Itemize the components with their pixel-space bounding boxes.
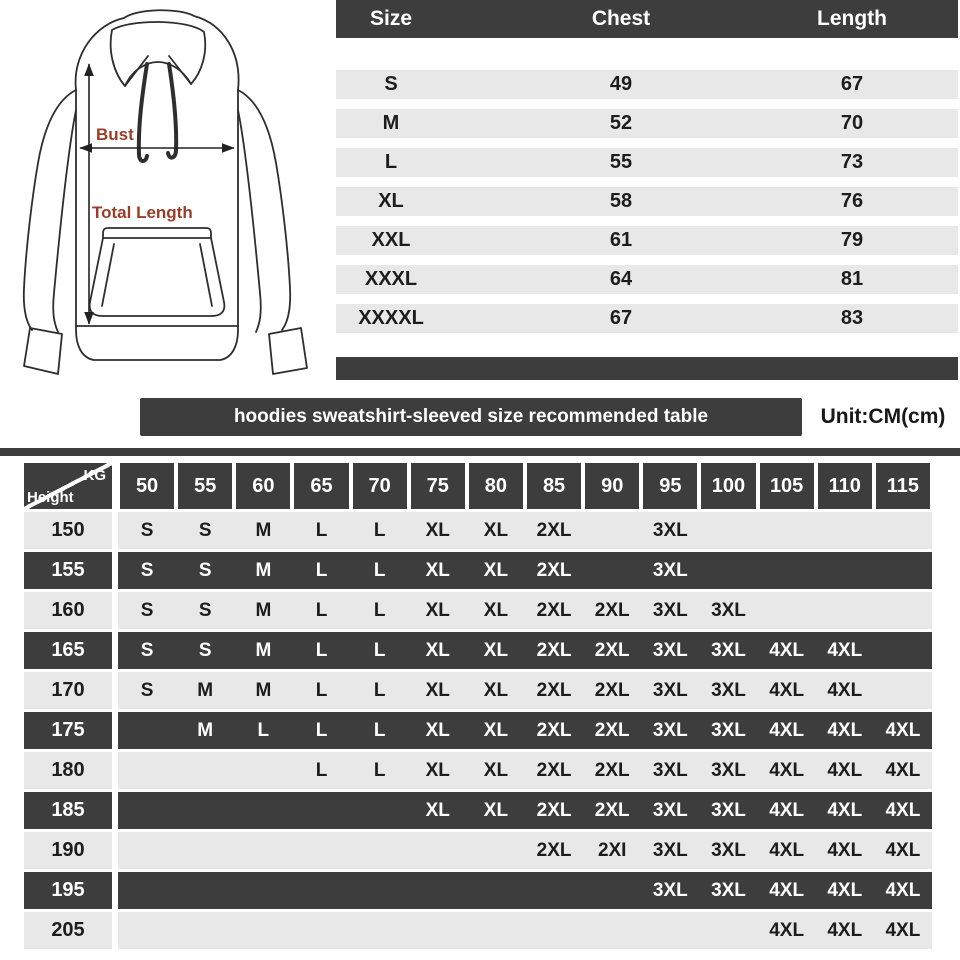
size-recommendation-cell: L xyxy=(351,752,409,789)
size-table-row-S xyxy=(336,70,958,99)
size-recommendation-cell xyxy=(176,872,234,909)
size-recommendation-cell: 3XL xyxy=(699,632,757,669)
size-recommendation-cell: S xyxy=(176,512,234,549)
recommendation-header-row xyxy=(24,463,932,509)
size-recommendation-cell: 3XL xyxy=(641,592,699,629)
size-recommendation-cell xyxy=(118,752,176,789)
size-recommendation-cell: M xyxy=(234,632,292,669)
total-length-label: Total Length xyxy=(92,203,193,222)
size-recommendation-cell xyxy=(118,912,176,949)
size-recommendation-cell: 3XL xyxy=(641,632,699,669)
size-recommendation-cell xyxy=(409,872,467,909)
size-recommendation-cell xyxy=(699,912,757,949)
corner-height-label: Height xyxy=(27,489,74,506)
size-recommendation-cell: 2XL xyxy=(583,672,641,709)
recommendation-row-170 xyxy=(24,672,932,709)
size-recommendation-cell xyxy=(234,872,292,909)
recommendation-table xyxy=(24,463,932,949)
size-recommendation-cell: XL xyxy=(467,632,525,669)
size-recommendation-cell: S xyxy=(176,632,234,669)
column-header-length: Length xyxy=(817,7,887,30)
size-recommendation-cell xyxy=(292,872,350,909)
height-cell: 185 xyxy=(24,792,112,829)
size-recommendation-cell: XL xyxy=(409,792,467,829)
kg-column-header-70: 70 xyxy=(351,463,409,509)
size-recommendation-cell: XL xyxy=(409,672,467,709)
size-recommendation-cell: 4XL xyxy=(874,792,932,829)
size-recommendation-cell: L xyxy=(351,712,409,749)
size-recommendation-cell: 2XL xyxy=(525,632,583,669)
size-recommendation-cell: 3XL xyxy=(641,712,699,749)
size-recommendation-cell: XL xyxy=(467,752,525,789)
size-recommendation-cell: 3XL xyxy=(699,712,757,749)
size-recommendation-cell xyxy=(641,912,699,949)
kg-column-header-85: 85 xyxy=(525,463,583,509)
size-recommendation-cell xyxy=(699,512,757,549)
size-recommendation-cell: XL xyxy=(409,552,467,589)
size-recommendation-cell: 4XL xyxy=(758,832,816,869)
size-recommendation-cell xyxy=(874,552,932,589)
size-recommendation-cell: L xyxy=(292,552,350,589)
size-recommendation-cell: L xyxy=(234,712,292,749)
size-recommendation-cell xyxy=(525,912,583,949)
size-recommendation-cell: 3XL xyxy=(641,752,699,789)
size-recommendation-cell xyxy=(758,552,816,589)
size-recommendation-cell xyxy=(234,832,292,869)
height-cell: 170 xyxy=(24,672,112,709)
chest-cell: 52 xyxy=(609,112,633,134)
column-header-chest: Chest xyxy=(591,7,651,30)
size-recommendation-cell: 4XL xyxy=(758,752,816,789)
size-recommendation-cell: XL xyxy=(409,712,467,749)
recommendation-row-180 xyxy=(24,752,932,789)
size-recommendation-cell: 3XL xyxy=(699,872,757,909)
length-cell: 73 xyxy=(840,151,864,173)
size-recommendation-cell: XL xyxy=(467,792,525,829)
size-recommendation-cell xyxy=(816,552,874,589)
size-table-row-XL xyxy=(336,187,958,216)
size-recommendation-cell: 2XL xyxy=(583,592,641,629)
kg-column-header-105: 105 xyxy=(758,463,816,509)
size-recommendation-cell: 3XL xyxy=(699,672,757,709)
height-cell: 155 xyxy=(24,552,112,589)
length-cell: 70 xyxy=(840,112,864,134)
size-recommendation-cell: L xyxy=(351,632,409,669)
size-recommendation-cell xyxy=(234,912,292,949)
length-cell: 81 xyxy=(840,268,864,290)
size-recommendation-cell: 4XL xyxy=(874,912,932,949)
size-recommendation-cell xyxy=(816,512,874,549)
corner-kg-label: KG xyxy=(83,467,106,484)
size-recommendation-cell xyxy=(351,912,409,949)
kg-column-header-90: 90 xyxy=(583,463,641,509)
kg-column-header-80: 80 xyxy=(467,463,525,509)
size-recommendation-cell xyxy=(292,912,350,949)
size-recommendation-cell: 3XL xyxy=(641,792,699,829)
size-recommendation-cell xyxy=(351,872,409,909)
size-recommendation-cell: S xyxy=(176,592,234,629)
size-recommendation-cell: L xyxy=(351,672,409,709)
height-cell: 175 xyxy=(24,712,112,749)
recommendation-row-150 xyxy=(24,512,932,549)
size-recommendation-cell: S xyxy=(176,552,234,589)
size-recommendation-cell: 2XL xyxy=(525,752,583,789)
size-recommendation-cell xyxy=(874,632,932,669)
size-recommendation-cell: XL xyxy=(467,712,525,749)
size-recommendation-cell: 3XL xyxy=(699,792,757,829)
size-table-row-XXL xyxy=(336,226,958,255)
size-recommendation-cell xyxy=(467,872,525,909)
size-recommendation-cell xyxy=(525,872,583,909)
height-cell: 190 xyxy=(24,832,112,869)
size-recommendation-cell: M xyxy=(234,512,292,549)
size-cell: XXXXL xyxy=(358,307,424,329)
chest-cell: 49 xyxy=(609,73,633,95)
kg-column-header-50: 50 xyxy=(118,463,176,509)
size-recommendation-cell: 2XI xyxy=(583,832,641,869)
size-recommendation-cell: XL xyxy=(409,592,467,629)
unit-label: Unit:CM(cm) xyxy=(820,405,946,428)
size-recommendation-cell: 4XL xyxy=(758,792,816,829)
size-recommendation-cell xyxy=(467,912,525,949)
length-cell: 76 xyxy=(840,190,864,212)
kg-column-header-65: 65 xyxy=(292,463,350,509)
kg-column-header-95: 95 xyxy=(641,463,699,509)
size-recommendation-cell: M xyxy=(234,592,292,629)
size-recommendation-cell: L xyxy=(292,632,350,669)
recommendation-row-160 xyxy=(24,592,932,629)
chest-cell: 55 xyxy=(609,151,633,173)
size-recommendation-cell: S xyxy=(118,592,176,629)
size-recommendation-cell: 4XL xyxy=(816,672,874,709)
height-cell: 160 xyxy=(24,592,112,629)
size-recommendation-cell: M xyxy=(234,552,292,589)
chest-cell: 67 xyxy=(609,307,633,329)
size-recommendation-cell: 3XL xyxy=(641,512,699,549)
size-recommendation-cell xyxy=(874,672,932,709)
size-recommendation-cell: 2XL xyxy=(525,512,583,549)
length-cell: 79 xyxy=(840,229,864,251)
size-recommendation-cell xyxy=(758,592,816,629)
corner-cell-kg-height xyxy=(24,463,112,509)
size-recommendation-cell: 4XL xyxy=(816,792,874,829)
size-cell: S xyxy=(384,73,398,95)
height-cell: 205 xyxy=(24,912,112,949)
size-recommendation-cell: XL xyxy=(409,632,467,669)
size-recommendation-cell: S xyxy=(118,552,176,589)
size-table-row-XXXL xyxy=(336,265,958,294)
size-recommendation-cell: 2XL xyxy=(525,552,583,589)
size-recommendation-cell: S xyxy=(118,512,176,549)
size-recommendation-cell xyxy=(118,832,176,869)
size-recommendation-cell xyxy=(758,512,816,549)
size-recommendation-cell xyxy=(176,752,234,789)
kg-column-header-55: 55 xyxy=(176,463,234,509)
size-table-bottom-bar xyxy=(336,357,958,380)
size-recommendation-cell: 3XL xyxy=(641,672,699,709)
size-recommendation-cell xyxy=(583,512,641,549)
size-recommendation-cell: M xyxy=(234,672,292,709)
recommendation-row-155 xyxy=(24,552,932,589)
hoodie-outline xyxy=(24,10,307,374)
size-recommendation-cell: 4XL xyxy=(816,832,874,869)
recommendation-row-185 xyxy=(24,792,932,829)
size-recommendation-cell: 4XL xyxy=(758,672,816,709)
size-recommendation-cell: XL xyxy=(467,552,525,589)
size-recommendation-cell: 4XL xyxy=(874,712,932,749)
size-recommendation-cell: 2XL xyxy=(525,832,583,869)
size-cell: XXXL xyxy=(364,268,418,290)
size-recommendation-cell: XL xyxy=(467,512,525,549)
height-cell: 150 xyxy=(24,512,112,549)
kg-column-header-60: 60 xyxy=(234,463,292,509)
size-recommendation-cell: 2XL xyxy=(525,672,583,709)
size-recommendation-cell xyxy=(351,792,409,829)
length-cell: 67 xyxy=(840,73,864,95)
height-cell: 195 xyxy=(24,872,112,909)
height-cell: 165 xyxy=(24,632,112,669)
recommendation-row-165 xyxy=(24,632,932,669)
size-recommendation-cell: 4XL xyxy=(874,872,932,909)
size-recommendation-cell xyxy=(118,792,176,829)
size-recommendation-cell: 3XL xyxy=(641,872,699,909)
kg-column-header-100: 100 xyxy=(699,463,757,509)
kg-column-header-110: 110 xyxy=(816,463,874,509)
banner-title: hoodies sweatshirt-sleeved size recommended table xyxy=(140,398,802,436)
size-recommendation-cell: L xyxy=(292,512,350,549)
size-recommendation-cell: L xyxy=(292,592,350,629)
size-recommendation-cell xyxy=(118,712,176,749)
size-table-row-M xyxy=(336,109,958,138)
size-recommendation-cell xyxy=(118,872,176,909)
size-recommendation-cell xyxy=(176,832,234,869)
size-recommendation-cell xyxy=(292,832,350,869)
size-recommendation-cell xyxy=(583,552,641,589)
size-recommendation-cell: 4XL xyxy=(874,832,932,869)
size-cell: L xyxy=(384,151,398,173)
size-recommendation-cell: 3XL xyxy=(641,832,699,869)
size-recommendation-cell xyxy=(874,592,932,629)
size-cell: M xyxy=(382,112,400,134)
size-recommendation-cell: 4XL xyxy=(874,752,932,789)
size-recommendation-cell: 3XL xyxy=(699,752,757,789)
size-cell: XXL xyxy=(371,229,411,251)
height-cell: 180 xyxy=(24,752,112,789)
size-recommendation-cell: 2XL xyxy=(525,712,583,749)
recommendation-row-175 xyxy=(24,712,932,749)
size-recommendation-cell xyxy=(583,872,641,909)
size-recommendation-cell xyxy=(176,912,234,949)
size-recommendation-cell: L xyxy=(292,712,350,749)
size-recommendation-cell: 2XL xyxy=(583,792,641,829)
size-recommendation-cell xyxy=(234,792,292,829)
size-recommendation-cell: L xyxy=(351,592,409,629)
size-table-row-XXXXL xyxy=(336,304,958,333)
size-table-row-L xyxy=(336,148,958,177)
size-recommendation-cell: S xyxy=(118,632,176,669)
size-recommendation-cell xyxy=(351,832,409,869)
size-recommendation-cell: 3XL xyxy=(699,592,757,629)
size-recommendation-cell: XL xyxy=(409,752,467,789)
size-recommendation-cell xyxy=(176,792,234,829)
size-recommendation-cell: M xyxy=(176,672,234,709)
size-table-header-bar xyxy=(336,0,958,38)
column-header-size: Size xyxy=(369,7,413,30)
size-recommendation-cell: 2XL xyxy=(583,712,641,749)
size-recommendation-cell: 3XL xyxy=(641,552,699,589)
section-divider-bar xyxy=(0,448,960,456)
size-recommendation-cell: 4XL xyxy=(758,912,816,949)
size-recommendation-cell xyxy=(409,832,467,869)
size-recommendation-cell: 4XL xyxy=(758,712,816,749)
size-recommendation-cell xyxy=(583,912,641,949)
size-recommendation-cell: 2XL xyxy=(583,752,641,789)
recommendation-row-205 xyxy=(24,912,932,949)
size-recommendation-cell xyxy=(467,832,525,869)
size-recommendation-cell: L xyxy=(292,752,350,789)
size-recommendation-cell: L xyxy=(351,552,409,589)
size-recommendation-cell: XL xyxy=(467,672,525,709)
recommendation-row-190 xyxy=(24,832,932,869)
size-recommendation-cell: 4XL xyxy=(816,712,874,749)
chest-cell: 58 xyxy=(609,190,633,212)
hoodie-diagram xyxy=(8,6,326,392)
chest-cell: 64 xyxy=(609,268,633,290)
size-recommendation-cell: 4XL xyxy=(758,632,816,669)
length-cell: 83 xyxy=(840,307,864,329)
recommendation-row-195 xyxy=(24,872,932,909)
size-recommendation-cell: 2XL xyxy=(525,592,583,629)
size-recommendation-cell xyxy=(409,912,467,949)
size-recommendation-cell: 4XL xyxy=(816,752,874,789)
size-recommendation-cell xyxy=(874,512,932,549)
size-recommendation-cell: L xyxy=(351,512,409,549)
size-recommendation-cell: M xyxy=(176,712,234,749)
size-recommendation-cell: XL xyxy=(409,512,467,549)
size-recommendation-cell xyxy=(292,792,350,829)
size-recommendation-cell: XL xyxy=(467,592,525,629)
size-recommendation-cell: 4XL xyxy=(816,912,874,949)
size-recommendation-cell: 3XL xyxy=(699,832,757,869)
recommendation-rows xyxy=(24,512,932,949)
size-recommendation-cell: 4XL xyxy=(816,632,874,669)
size-recommendation-cell: 4XL xyxy=(758,872,816,909)
size-recommendation-cell: L xyxy=(292,672,350,709)
kg-column-header-75: 75 xyxy=(409,463,467,509)
size-cell: XL xyxy=(378,190,404,212)
size-recommendation-cell xyxy=(816,592,874,629)
size-recommendation-cell: S xyxy=(118,672,176,709)
chest-cell: 61 xyxy=(609,229,633,251)
kg-column-header-115: 115 xyxy=(874,463,932,509)
size-recommendation-cell xyxy=(699,552,757,589)
size-recommendation-cell: 2XL xyxy=(525,792,583,829)
size-recommendation-cell: 2XL xyxy=(583,632,641,669)
size-recommendation-cell xyxy=(234,752,292,789)
size-recommendation-cell: 4XL xyxy=(816,872,874,909)
bust-label: Bust xyxy=(96,125,134,144)
